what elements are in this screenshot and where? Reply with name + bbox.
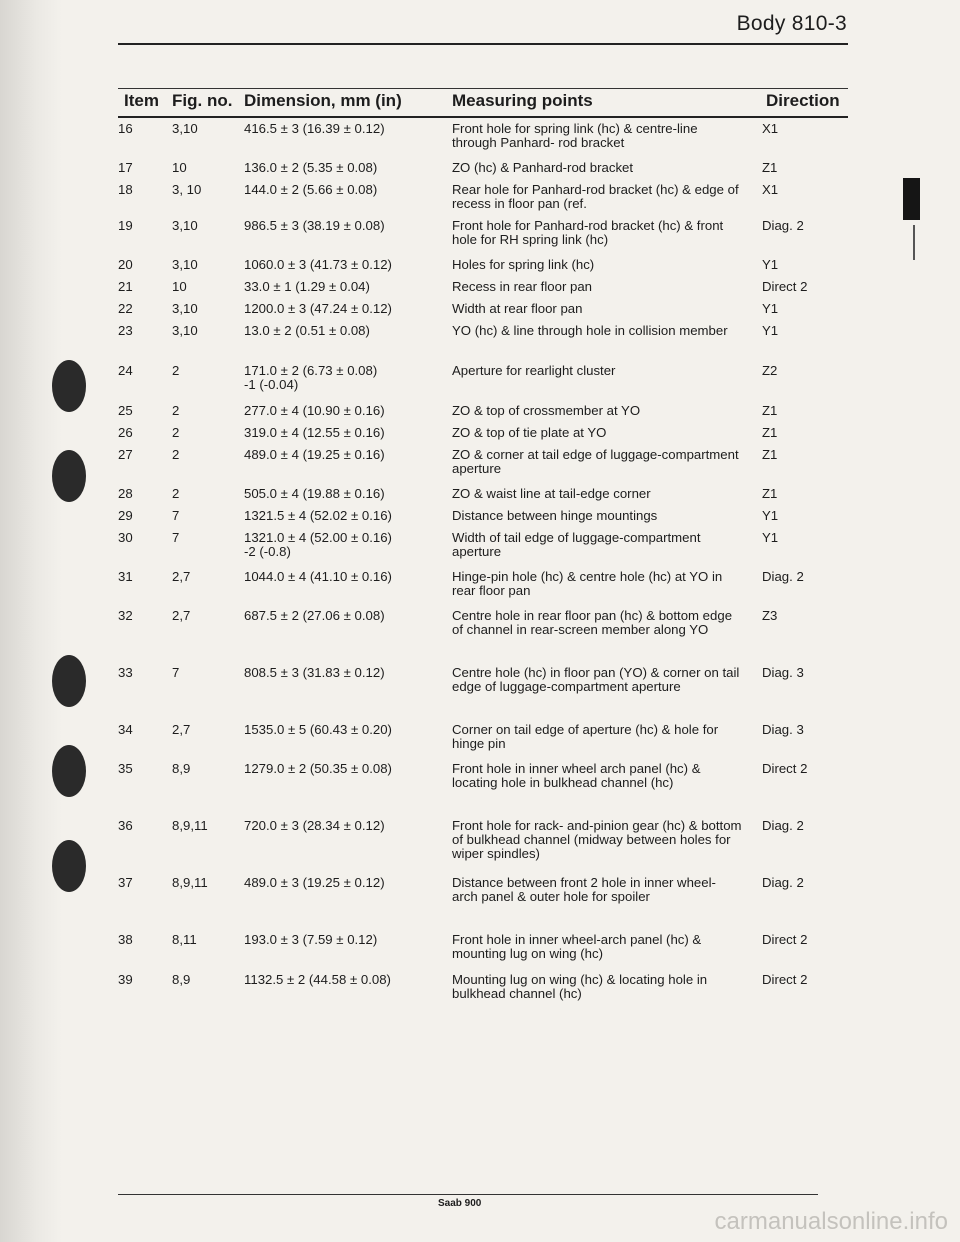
- table-row: [0, 122, 960, 161]
- figure-number: 8,9,11: [172, 818, 208, 833]
- figure-number: 3,10: [172, 301, 198, 316]
- direction-value: Z1: [762, 447, 778, 462]
- item-number: 35: [118, 761, 133, 776]
- measuring-points: ZO & corner at tail edge of luggage-compartment aperture: [452, 447, 739, 476]
- dimension-value: 136.0 ± 2 (5.35 ± 0.08): [244, 160, 378, 175]
- table-row: [0, 324, 960, 364]
- measuring-points: Front hole in inner wheel arch panel (hc) & locating hole in bulkhead channel (hc): [452, 761, 701, 790]
- table-row: [0, 762, 960, 819]
- table-row: [0, 973, 960, 1013]
- figure-number: 8,9,11: [172, 875, 208, 890]
- table-row: [0, 258, 960, 280]
- measuring-points: ZO & top of tie plate at YO: [452, 425, 607, 440]
- table-row: [0, 723, 960, 762]
- figure-number: 7: [172, 665, 180, 680]
- column-header-direction: Direction: [766, 91, 840, 110]
- dimension-value: 277.0 ± 4 (10.90 ± 0.16): [244, 403, 385, 418]
- measuring-points: Front hole for spring link (hc) & centre-line through Panhard- rod bracket: [452, 121, 698, 150]
- footer-rule: [118, 1194, 818, 1195]
- figure-number: 8,11: [172, 932, 197, 947]
- table-row: [0, 404, 960, 426]
- direction-value: Y1: [762, 323, 779, 338]
- figure-number: 2: [172, 486, 180, 501]
- table-row: [0, 183, 960, 219]
- measuring-points: Corner on tail edge of aperture (hc) & hole for hinge pin: [452, 722, 719, 751]
- measuring-points: ZO (hc) & Panhard-rod bracket: [452, 160, 634, 175]
- direction-value: Direct 2: [762, 932, 808, 947]
- item-number: 31: [118, 569, 133, 584]
- dimension-value: 1535.0 ± 5 (60.43 ± 0.20): [244, 722, 392, 737]
- direction-value: Diag. 2: [762, 218, 804, 233]
- direction-value: Diag. 2: [762, 569, 804, 584]
- table-header-rule: [118, 116, 848, 118]
- table-row: [0, 161, 960, 183]
- table-row: [0, 609, 960, 666]
- item-number: 18: [118, 182, 133, 197]
- figure-number: 3,10: [172, 218, 198, 233]
- item-number: 39: [118, 972, 133, 987]
- measuring-points: Mounting lug on wing (hc) & locating hole in bulkhead channel (hc): [452, 972, 708, 1001]
- measuring-points: Aperture for rearlight cluster: [452, 363, 616, 378]
- figure-number: 2: [172, 403, 180, 418]
- figure-number: 2,7: [172, 569, 191, 584]
- table-row: [0, 933, 960, 973]
- figure-number: 3, 10: [172, 182, 202, 197]
- dimension-value: 13.0 ± 2 (0.51 ± 0.08): [244, 323, 370, 338]
- column-header-dimension: Dimension, mm (in): [244, 91, 402, 110]
- measuring-points: Front hole in inner wheel-arch panel (hc) & mounting lug on wing (hc): [452, 932, 702, 961]
- column-header-item: Item: [124, 91, 159, 110]
- table-row: [0, 531, 960, 570]
- direction-value: X1: [762, 121, 779, 136]
- dimension-value: 808.5 ± 3 (31.83 ± 0.12): [244, 665, 385, 680]
- measuring-points: Centre hole in rear floor pan (hc) & bottom edge of channel in rear-screen member along YO: [452, 608, 733, 637]
- measuring-points: Distance between hinge mountings: [452, 508, 658, 523]
- measuring-points: Recess in rear floor pan: [452, 279, 593, 294]
- direction-value: Y1: [762, 257, 779, 272]
- figure-number: 2: [172, 363, 180, 378]
- figure-number: 8,9: [172, 972, 191, 987]
- measuring-points: Front hole for Panhard-rod bracket (hc) & front hole for RH spring link (hc): [452, 218, 724, 247]
- direction-value: Z1: [762, 403, 778, 418]
- direction-value: Diag. 3: [762, 665, 804, 680]
- item-number: 21: [118, 279, 133, 294]
- item-number: 34: [118, 722, 133, 737]
- direction-value: Y1: [762, 508, 779, 523]
- measuring-points: YO (hc) & line through hole in collision member: [452, 323, 728, 338]
- column-header-fig: Fig. no.: [172, 91, 233, 110]
- direction-value: Z2: [762, 363, 778, 378]
- item-number: 24: [118, 363, 133, 378]
- table-row: [0, 280, 960, 302]
- dimension-value: 687.5 ± 2 (27.06 ± 0.08): [244, 608, 385, 623]
- dimension-value: 720.0 ± 3 (28.34 ± 0.12): [244, 818, 385, 833]
- table-row: [0, 819, 960, 876]
- dimension-value: 416.5 ± 3 (16.39 ± 0.12): [244, 121, 385, 136]
- item-number: 33: [118, 665, 133, 680]
- dimension-value: 986.5 ± 3 (38.19 ± 0.08): [244, 218, 385, 233]
- table-body: [0, 122, 960, 1013]
- direction-value: Y1: [762, 301, 779, 316]
- direction-value: Y1: [762, 530, 779, 545]
- item-number: 17: [118, 160, 133, 175]
- header-rule: [118, 43, 848, 45]
- measuring-points: Width of tail edge of luggage-compartment aperture: [452, 530, 701, 559]
- measuring-points: Width at rear floor pan: [452, 301, 583, 316]
- watermark: carmanualsonline.info: [714, 1208, 948, 1235]
- figure-number: 2,7: [172, 608, 191, 623]
- dimension-value: 489.0 ± 4 (19.25 ± 0.16): [244, 447, 385, 462]
- direction-value: Z1: [762, 486, 778, 501]
- dimension-value: 1044.0 ± 4 (41.10 ± 0.16): [244, 569, 392, 584]
- measuring-points: ZO & top of crossmember at YO: [452, 403, 641, 418]
- table-row: [0, 448, 960, 487]
- table-top-rule: [118, 88, 848, 89]
- footer-text: Saab 900: [438, 1198, 482, 1209]
- figure-number: 3,10: [172, 121, 198, 136]
- dimension-value: 489.0 ± 3 (19.25 ± 0.12): [244, 875, 385, 890]
- dimension-value: 193.0 ± 3 (7.59 ± 0.12): [244, 932, 378, 947]
- figure-number: 2: [172, 425, 180, 440]
- column-header-measuring-points: Measuring points: [452, 91, 593, 110]
- table-row: [0, 487, 960, 509]
- dimension-value: 33.0 ± 1 (1.29 ± 0.04): [244, 279, 370, 294]
- figure-number: 8,9: [172, 761, 191, 776]
- table-row: [0, 570, 960, 609]
- figure-number: 2,7: [172, 722, 191, 737]
- direction-value: Diag. 2: [762, 818, 804, 833]
- item-number: 22: [118, 301, 133, 316]
- measuring-points: Distance between front 2 hole in inner wheel- arch panel & outer hole for spoiler: [452, 875, 716, 904]
- direction-value: Z1: [762, 160, 778, 175]
- table-row: [0, 364, 960, 404]
- dimension-value: 1321.5 ± 4 (52.02 ± 0.16): [244, 508, 392, 523]
- table-row: [0, 302, 960, 324]
- dimension-value: 144.0 ± 2 (5.66 ± 0.08): [244, 182, 378, 197]
- figure-number: 10: [172, 279, 187, 294]
- item-number: 32: [118, 608, 133, 623]
- item-number: 25: [118, 403, 133, 418]
- measuring-points: ZO & waist line at tail-edge corner: [452, 486, 651, 501]
- direction-value: X1: [762, 182, 779, 197]
- measuring-points: Rear hole for Panhard-rod bracket (hc) & edge of recess in floor pan (ref.: [452, 182, 739, 211]
- item-number: 37: [118, 875, 133, 890]
- dimension-value: 1132.5 ± 2 (44.58 ± 0.08): [244, 972, 391, 987]
- item-number: 26: [118, 425, 133, 440]
- figure-number: 7: [172, 530, 180, 545]
- table-row: [0, 666, 960, 723]
- figure-number: 3,10: [172, 323, 198, 338]
- item-number: 29: [118, 508, 133, 523]
- item-number: 19: [118, 218, 133, 233]
- dimension-value: 319.0 ± 4 (12.55 ± 0.16): [244, 425, 385, 440]
- item-number: 36: [118, 818, 133, 833]
- figure-number: 10: [172, 160, 187, 175]
- table-row: [0, 876, 960, 933]
- dimension-value: 171.0 ± 2 (6.73 ± 0.08) -1 (-0.04): [244, 363, 378, 392]
- item-number: 27: [118, 447, 133, 462]
- table-row: [0, 219, 960, 258]
- item-number: 16: [118, 121, 133, 136]
- item-number: 20: [118, 257, 133, 272]
- figure-number: 3,10: [172, 257, 198, 272]
- item-number: 30: [118, 530, 133, 545]
- dimension-value: 1200.0 ± 3 (47.24 ± 0.12): [244, 301, 392, 316]
- dimension-value: 1279.0 ± 2 (50.35 ± 0.08): [244, 761, 392, 776]
- measuring-points: Front hole for rack- and-pinion gear (hc) & bottom of bulkhead channel (midway between holes for wiper spindles): [452, 818, 742, 861]
- direction-value: Z3: [762, 608, 778, 623]
- dimension-value: 505.0 ± 4 (19.88 ± 0.16): [244, 486, 385, 501]
- direction-value: Direct 2: [762, 279, 808, 294]
- figure-number: 7: [172, 508, 180, 523]
- direction-value: Diag. 2: [762, 875, 804, 890]
- table-row: [0, 426, 960, 448]
- item-number: 23: [118, 323, 133, 338]
- table-row: [0, 509, 960, 531]
- direction-value: Z1: [762, 425, 778, 440]
- item-number: 38: [118, 932, 133, 947]
- dimension-value: 1321.0 ± 4 (52.00 ± 0.16) -2 (-0.8): [244, 530, 392, 559]
- measuring-points: Hinge-pin hole (hc) & centre hole (hc) at YO in rear floor pan: [452, 569, 723, 598]
- dimension-value: 1060.0 ± 3 (41.73 ± 0.12): [244, 257, 392, 272]
- direction-value: Direct 2: [762, 761, 808, 776]
- direction-value: Diag. 3: [762, 722, 804, 737]
- figure-number: 2: [172, 447, 180, 462]
- item-number: 28: [118, 486, 133, 501]
- measuring-points: Holes for spring link (hc): [452, 257, 595, 272]
- direction-value: Direct 2: [762, 972, 808, 987]
- measuring-points: Centre hole (hc) in floor pan (YO) & corner on tail edge of luggage-compartment aperture: [452, 665, 740, 694]
- page-title: Body 810-3: [736, 12, 847, 35]
